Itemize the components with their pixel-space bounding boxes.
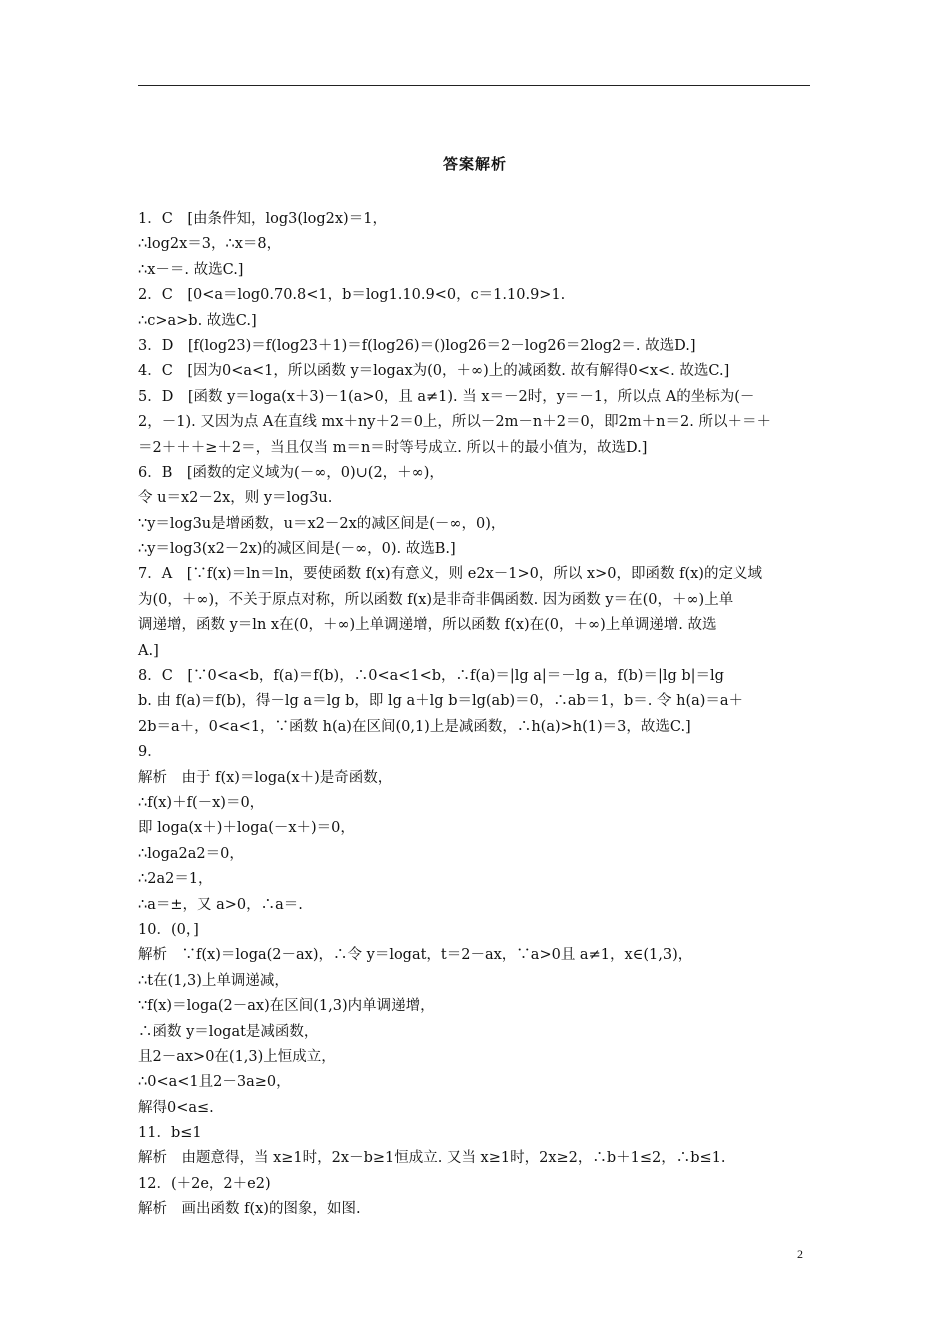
text-line: ∴log2x＝3，∴x＝8，: [138, 236, 282, 253]
text-line: ∴c>a>b. 故选C.]: [138, 312, 257, 329]
text-line: A.]: [138, 642, 159, 659]
text-line: 2b＝a＋，0<a<1，∵函数 h(a)在区间(0,1)上是减函数，∴h(a)>h(1)＝3，故选C.]: [138, 718, 691, 735]
text-line: ∴f(x)＋f(－x)＝0，: [138, 794, 265, 811]
page-title: 答案解析: [442, 155, 507, 173]
text-line: ＝2＋＋＋≥＋2＝，当且仅当 m＝n＝时等号成立. 所以＋的最小值为，故选D.]: [138, 439, 648, 456]
text-line: 8．C [∵0<a<b，f(a)＝f(b)，∴0<a<1<b，∴f(a)＝|lg a|＝－lg a，f(b)＝|lg b|＝lg: [138, 668, 724, 685]
text-line: 解析 ∵f(x)＝loga(2－ax)，∴令 y＝logat，t＝2－ax，∵a>0且 a≠1，x∈(1,3)，: [138, 947, 693, 964]
text-line: 12．(＋2e，2＋e2): [138, 1175, 271, 1192]
text-line: 解析 由于 f(x)＝loga(x＋)是奇函数，: [138, 769, 393, 786]
text-line: 2，－1). 又因为点 A在直线 mx＋ny＋2＝0上，所以－2m－n＋2＝0，即2m＋n＝2. 所以＋＝＋: [138, 414, 771, 431]
answer-body: [138, 207, 810, 1223]
text-line: 调递增，函数 y＝ln x在(0，＋∞)上单调递增，所以函数 f(x)在(0，＋∞)上单调递增. 故选: [138, 617, 717, 634]
text-line: 解析 画出函数 f(x)的图象，如图.: [138, 1201, 361, 1218]
text-line: ∴0<a<1且2－3a≥0，: [138, 1074, 291, 1091]
text-line: 为(0，＋∞)，不关于原点对称，所以函数 f(x)是非奇非偶函数. 因为函数 y＝在(0，＋∞)上单: [138, 591, 734, 608]
text-line: ∴函数 y＝logat是减函数，: [138, 1023, 319, 1040]
text-line: 5．D [函数 y＝loga(x＋3)－1(a>0，且 a≠1). 当 x＝－2时，y＝－1，所以点 A的坐标为(－: [138, 388, 755, 405]
text-line: ∵f(x)＝loga(2－ax)在区间(1,3)内单调递增，: [138, 998, 435, 1015]
text-line: ∴loga2a2＝0，: [138, 845, 244, 862]
text-line: ∴2a2＝1，: [138, 871, 213, 888]
text-line: b. 由 f(a)＝f(b)，得－lg a＝lg b，即 lg a＋lg b＝lg(ab)＝0，∴ab＝1，b＝. 令 h(a)＝a＋: [138, 693, 744, 710]
text-line: 11．b≤1: [138, 1125, 202, 1142]
text-line: 解析 由题意得，当 x≥1时，2x－b≥1恒成立. 又当 x≥1时，2x≥2，∴b＋1≤2，∴b≤1.: [138, 1150, 726, 1167]
page-number: 2: [797, 1247, 803, 1261]
text-line: 4．C [因为0<a<1，所以函数 y＝logax为(0，＋∞)上的减函数. 故有解得0<x<. 故选C.]: [138, 363, 730, 380]
text-line: ∴a＝±，又 a>0，∴a＝.: [138, 896, 303, 913]
text-line: 3．D [f(log23)＝f(log23＋1)＝f(log26)＝()log26＝2－log26＝2log2＝. 故选D.]: [138, 337, 696, 354]
text-line: 即 loga(x＋)＋loga(－x＋)＝0，: [138, 820, 355, 837]
text-line: ∵y＝log3u是增函数，u＝x2－2x的减区间是(－∞，0)，: [138, 515, 506, 532]
text-line: 1．C [由条件知，log3(log2x)＝1，: [138, 211, 387, 227]
text-line: ∴t在(1,3)上单调递减，: [138, 972, 289, 989]
text-line: 9．: [138, 744, 162, 761]
text-line: 10．(0，]: [138, 921, 199, 938]
text-line: 7．A [∵f(x)＝ln＝ln，要使函数 f(x)有意义，则 e2x－1>0，所以 x>0，即函数 f(x)的定义域: [138, 566, 762, 583]
text-line: 解得0<a≤.: [138, 1099, 214, 1116]
text-line: 6．B [函数的定义域为(－∞，0)∪(2，＋∞)，: [138, 464, 444, 481]
text-line: 且2－ax>0在(1,3)上恒成立，: [138, 1048, 336, 1065]
text-line: ∴y＝log3(x2－2x)的减区间是(－∞，0). 故选B.]: [138, 541, 456, 558]
text-line: 2．C [0<a＝log0.70.8<1，b＝log1.10.9<0，c＝1.10.9>1.: [138, 287, 566, 304]
header-rule: [138, 85, 810, 86]
text-line: 令 u＝x2－2x，则 y＝log3u.: [138, 490, 333, 507]
text-line: ∴x－＝. 故选C.]: [138, 261, 244, 278]
